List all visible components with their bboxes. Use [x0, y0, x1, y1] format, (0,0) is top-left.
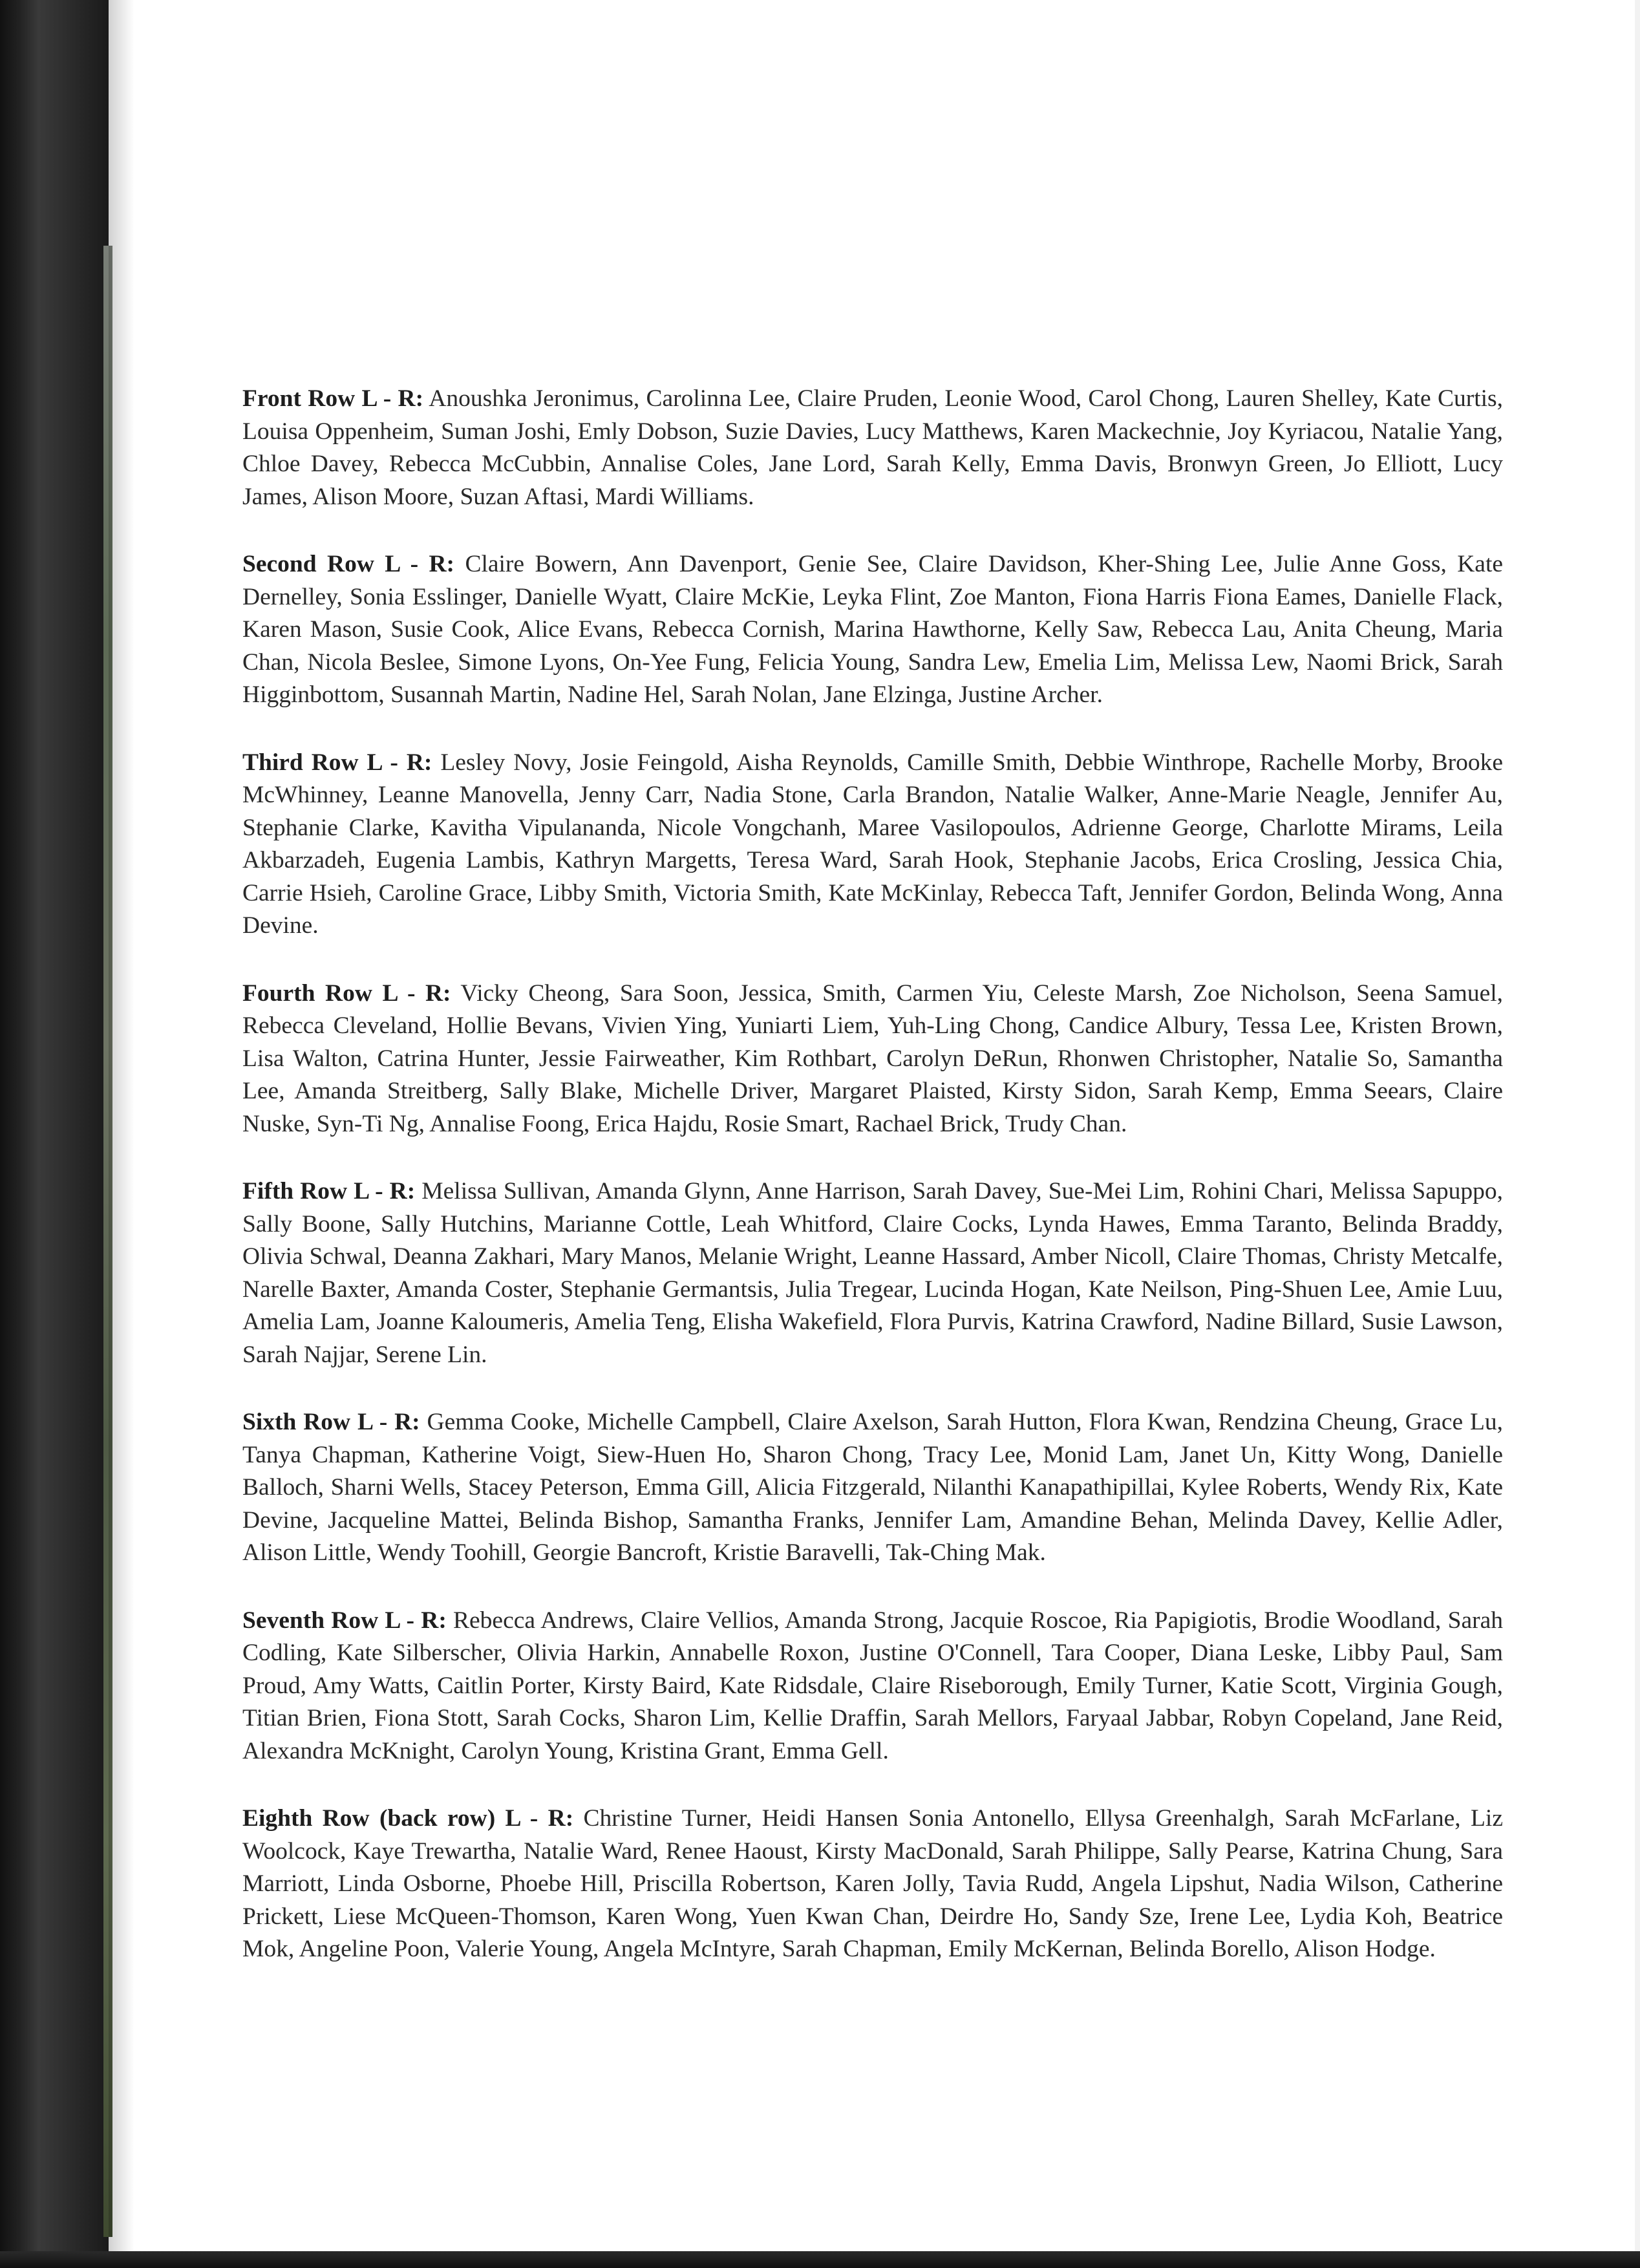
scan-gutter: [0, 0, 109, 2268]
row-caption-third: [242, 747, 1503, 943]
row-caption-sixth: [242, 1406, 1503, 1570]
row-label: Sixth Row L - R:: [242, 1409, 420, 1435]
row-label: Third Row L - R:: [242, 749, 432, 776]
page-right-edge: [1635, 0, 1640, 2268]
row-names: Christine Turner, Heidi Hansen Sonia Antonello, Ellysa Greenhalgh, Sarah McFarlane, Liz Woolcock, Kaye Trewartha, Natalie Ward, Renee Haoust, Kirsty MacDonald, Sarah Philippe, Sally Pearse, Katrina Chung, Sara Marriott, Linda Osborne, Phoebe Hill, Priscilla Robertson, Karen Jolly, Tavia Rudd, Angela Lipshut, Nadia Wilson, Catherine Prickett, Liese McQueen-Thomson, Karen Wong, Yuen Kwan Chan, Deirdre Ho, Sandy Sze, Irene Lee, Lydia Koh, Beatrice Mok, Angeline Poon, Valerie Young, Angela McIntyre, Sarah Chapman, Emily McKernan, Belinda Borello, Alison Hodge.: [242, 1805, 1503, 1962]
row-label: Front Row L - R:: [242, 385, 424, 412]
row-caption-eighth: [242, 1803, 1503, 1966]
row-label: Eighth Row (back row) L - R:: [242, 1805, 574, 1832]
row-caption-front: [242, 383, 1503, 513]
row-caption-second: [242, 548, 1503, 712]
row-caption-fifth: [242, 1175, 1503, 1371]
row-names: Gemma Cooke, Michelle Campbell, Claire Axelson, Sarah Hutton, Flora Kwan, Rendzina Cheung, Grace Lu, Tanya Chapman, Katherine Voigt, Siew-Huen Ho, Sharon Chong, Tracy Lee, Monid Lam, Janet Un, Kitty Wong, Danielle Balloch, Sharni Wells, Stacey Peterson, Emma Gill, Alicia Fitzgerald, Nilanthi Kanapathipillai, Kylee Roberts, Wendy Rix, Kate Devine, Jacqueline Mattei, Belinda Bishop, Samantha Franks, Jennifer Lam, Amandine Behan, Melinda Davey, Kellie Adler, Alison Little, Wendy Toohill, Georgie Bancroft, Kristie Baravelli, Tak-Ching Mak.: [242, 1409, 1504, 1566]
row-names: Rebecca Andrews, Claire Vellios, Amanda Strong, Jacquie Roscoe, Ria Papigiotis, Brodie Woodland, Sarah Codling, Kate Silberscher, Olivia Harkin, Annabelle Roxon, Justine O'Connell, Tara Cooper, Diana Leske, Libby Paul, Sam Proud, Amy Watts, Caitlin Porter, Kirsty Baird, Kate Ridsdale, Claire Riseborough, Emily Turner, Katie Scott, Virginia Gough, Titian Brien, Fiona Stott, Sarah Cocks, Sharon Lim, Kellie Draffin, Sarah Mellors, Faryaal Jabbar, Robyn Copeland, Jane Reid, Alexandra McKnight, Carolyn Young, Kristina Grant, Emma Gell.: [242, 1607, 1503, 1764]
row-label: Fifth Row L - R:: [242, 1178, 416, 1204]
row-names: Lesley Novy, Josie Feingold, Aisha Reynolds, Camille Smith, Debbie Winthrope, Rachelle Morby, Brooke McWhinney, Leanne Manovella, Jenny Carr, Nadia Stone, Carla Brandon, Natalie Walker, Anne-Marie Neagle, Jennifer Au, Stephanie Clarke, Kavitha Vipulananda, Nicole Vongchanh, Maree Vasilopoulos, Adrienne George, Charlotte Mirams, Leila Akbarzadeh, Eugenia Lambis, Kathryn Margetts, Teresa Ward, Sarah Hook, Stephanie Jacobs, Erica Crosling, Jessica Chia, Carrie Hsieh, Caroline Grace, Libby Smith, Victoria Smith, Kate McKinlay, Rebecca Taft, Jennifer Gordon, Belinda Wong, Anna Devine.: [242, 749, 1504, 939]
row-names: Claire Bowern, Ann Davenport, Genie See, Claire Davidson, Kher-Shing Lee, Julie Anne Goss, Kate Dernelley, Sonia Esslinger, Danielle Wyatt, Claire McKie, Leyka Flint, Zoe Manton, Fiona Harris Fiona Eames, Danielle Flack, Karen Mason, Susie Cook, Alice Evans, Rebecca Cornish, Marina Hawthorne, Kelly Saw, Rebecca Lau, Anita Cheung, Maria Chan, Nicola Beslee, Simone Lyons, On-Yee Fung, Felicia Young, Sandra Lew, Emelia Lim, Melissa Lew, Naomi Brick, Sarah Higginbottom, Susannah Martin, Nadine Hel, Sarah Nolan, Jane Elzinga, Justine Archer.: [242, 551, 1504, 708]
row-label: Second Row L - R:: [242, 551, 455, 577]
row-caption-fourth: [242, 978, 1503, 1141]
page-shadow: [109, 0, 134, 2268]
row-names: Vicky Cheong, Sara Soon, Jessica, Smith, Carmen Yiu, Celeste Marsh, Zoe Nicholson, Seena Samuel, Rebecca Cleveland, Hollie Bevans, Vivien Ying, Yuniarti Liem, Yuh-Ling Chong, Candice Albury, Tessa Lee, Kristen Brown, Lisa Walton, Catrina Hunter, Jessie Fairweather, Kim Rothbart, Carolyn DeRun, Rhonwen Christopher, Natalie So, Samantha Lee, Amanda Streitberg, Sally Blake, Michelle Driver, Margaret Plaisted, Kirsty Sidon, Sarah Kemp, Emma Seears, Claire Nuske, Syn-Ti Ng, Annalise Foong, Erica Hajdu, Rosie Smart, Rachael Brick, Trudy Chan.: [242, 979, 1504, 1137]
row-names: Melissa Sullivan, Amanda Glynn, Anne Harrison, Sarah Davey, Sue-Mei Lim, Rohini Chari, Melissa Sapuppo, Sally Boone, Sally Hutchins, Marianne Cottle, Leah Whitford, Claire Cocks, Lynda Hawes, Emma Taranto, Belinda Braddy, Olivia Schwal, Deanna Zakhari, Mary Manos, Melanie Wright, Leanne Hassard, Amber Nicoll, Claire Thomas, Christy Metcalfe, Narelle Baxter, Amanda Coster, Stephanie Germantsis, Julia Tregear, Lucinda Hogan, Kate Neilson, Ping-Shuen Lee, Amie Luu, Amelia Lam, Joanne Kaloumeris, Amelia Teng, Elisha Wakefield, Flora Purvis, Katrina Crawford, Nadine Billard, Susie Lawson, Sarah Najjar, Serene Lin.: [242, 1178, 1504, 1368]
row-names: Anoushka Jeronimus, Carolinna Lee, Claire Pruden, Leonie Wood, Carol Chong, Lauren Shelley, Kate Curtis, Louisa Oppenheim, Suman Joshi, Emly Dobson, Suzie Davies, Lucy Matthews, Karen Mackechnie, Joy Kyriacou, Natalie Yang, Chloe Davey, Rebecca McCubbin, Annalise Coles, Jane Lord, Sarah Kelly, Emma Davis, Bronwyn Green, Jo Elliott, Lucy James, Alison Moore, Suzan Aftasi, Mardi Williams.: [242, 385, 1503, 510]
row-label: Fourth Row L - R:: [242, 979, 451, 1007]
scan-bottom-edge: [0, 2251, 1640, 2268]
caption-block: [242, 383, 1503, 2001]
row-label: Seventh Row L - R:: [242, 1607, 447, 1634]
row-caption-seventh: [242, 1605, 1503, 1768]
